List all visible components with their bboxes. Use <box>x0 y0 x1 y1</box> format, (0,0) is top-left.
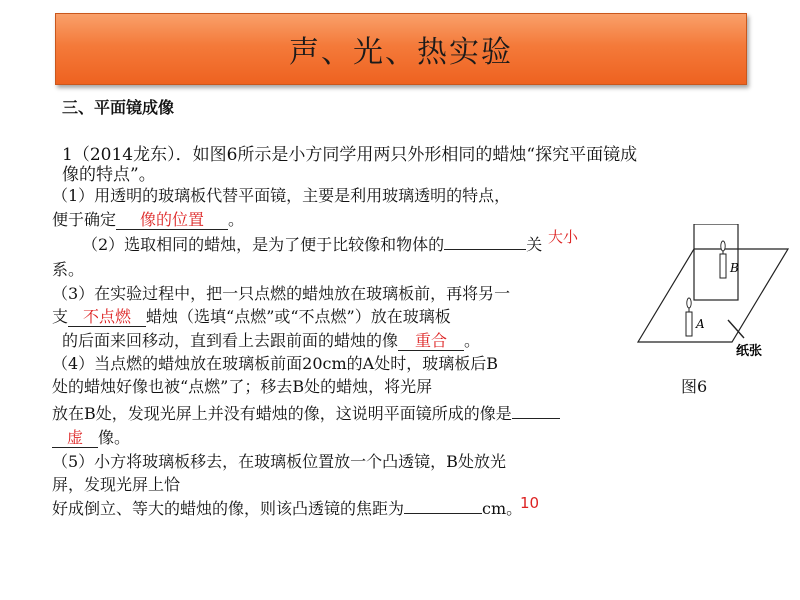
part1-line2-pre: 便于确定 <box>52 210 117 229</box>
part4-line3-text: 放在B处，发现光屏上并没有蜡烛的像，这说明平面镜所成的像是 <box>52 404 512 423</box>
page-title: 声、光、热实验 <box>289 35 513 70</box>
part3-line3-post: 。 <box>464 331 481 350</box>
flame-b-icon <box>721 241 725 251</box>
candle-b <box>720 254 726 278</box>
label-paper: 纸张 <box>736 344 763 359</box>
part1-answer-blank: 像的位置 <box>116 211 228 230</box>
part3-answer2-blank: 重合 <box>398 332 464 351</box>
part5-line3-pre: 好成倒立、等大的蜡烛的像，则该凸透镜的焦距为 <box>52 499 405 518</box>
figure-caption: 图6 <box>681 377 708 396</box>
question-lead-line2: 像的特点”。 <box>62 165 156 185</box>
part3-line3 <box>62 331 480 351</box>
part1-line2-post: 。 <box>228 210 245 229</box>
part2-line2: 系。 <box>52 260 85 279</box>
part5-answer: 10 <box>520 494 540 512</box>
part3-answer1-blank: 不点燃 <box>68 308 146 327</box>
part2-line1-pre: （2）选取相同的蜡烛，是为了便于比较像和物体的 <box>82 235 445 254</box>
part2-answer-blank <box>444 249 526 250</box>
title-banner <box>55 13 747 85</box>
part1-line1: （1）用透明的玻璃板代替平面镜，主要是利用玻璃透明的特点， <box>52 186 511 205</box>
part5-answer-blank <box>404 513 482 514</box>
flame-a-icon <box>687 298 691 308</box>
part5-line2: 屏，发现光屏上恰 <box>52 475 181 494</box>
part2-answer: 大小 <box>548 228 579 246</box>
part4-answer-blank: 虚 <box>52 429 98 448</box>
part4-trailing-blank <box>512 418 560 419</box>
paper-sheet <box>638 249 788 342</box>
part3-line1: （3）在实验过程中，把一只点燃的蜡烛放在玻璃板前，再将另一 <box>52 284 511 303</box>
section-heading: 三、平面镜成像 <box>62 98 175 117</box>
part3-line3-pre: 的后面来回移动，直到看上去跟前面的蜡烛的像 <box>62 331 399 350</box>
part3-line2 <box>52 307 451 327</box>
part4-line3 <box>52 404 560 424</box>
candle-a <box>686 312 692 336</box>
part1-line2 <box>52 210 244 230</box>
part4-line1: （4）当点燃的蜡烛放在玻璃板前面20cm的A处时，玻璃板后B <box>52 354 498 373</box>
part3-line2-post: 蜡烛（选填“点燃”或“不点燃”）放在玻璃板 <box>146 307 451 326</box>
part2-line1 <box>82 235 542 255</box>
part4-line2: 处的蜡烛好像也被“点燃”了；移去B处的蜡烛，将光屏 <box>52 377 433 396</box>
part2-line1-post: 关 <box>526 235 543 254</box>
label-a: A <box>696 317 705 331</box>
question-lead-line1: 1（2014龙东）．如图6所示是小方同学用两只外形相同的蜡烛“探究平面镜成 <box>62 145 638 165</box>
part4-line4-post: 像。 <box>98 428 131 447</box>
part4-line4 <box>52 428 130 448</box>
label-b: B <box>730 261 739 275</box>
mirror-experiment-figure <box>636 224 790 374</box>
part5-line3 <box>52 499 522 519</box>
part5-line3-post: cm。 <box>482 499 523 518</box>
part5-line1: （5）小方将玻璃板移去，在玻璃板位置放一个凸透镜，B处放光 <box>52 452 506 471</box>
part3-line2-pre: 支 <box>52 307 69 326</box>
